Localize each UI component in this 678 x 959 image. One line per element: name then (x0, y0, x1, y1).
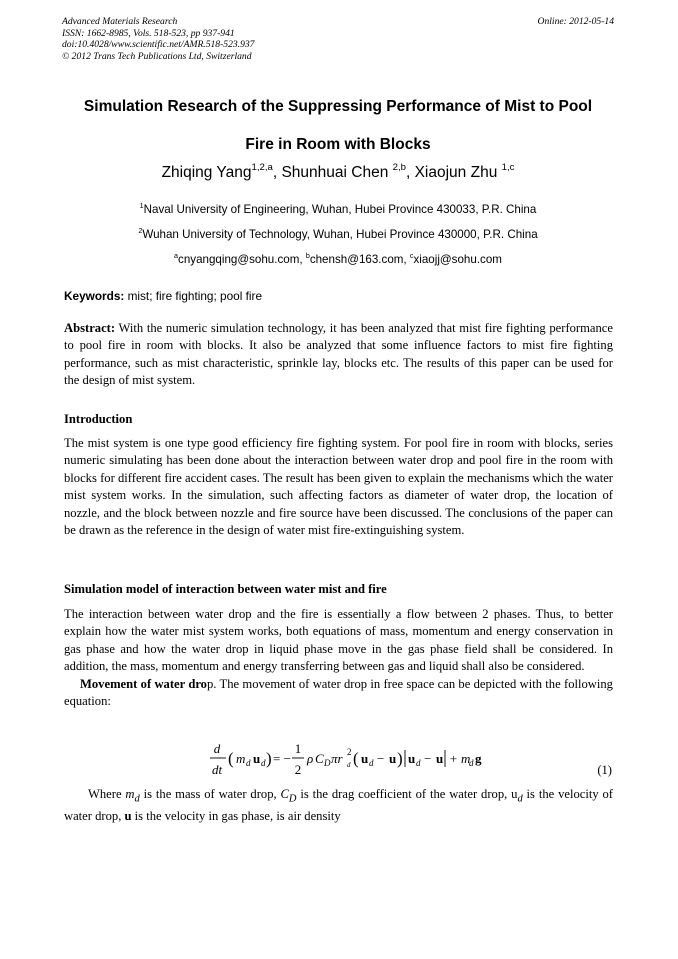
eq-r-sup: 2 (347, 747, 352, 757)
equation-number: (1) (597, 763, 612, 777)
abstract-label: Abstract: (64, 321, 116, 335)
where-paragraph (64, 786, 613, 825)
simulation-heading: Simulation model of interaction between water mist and fire (64, 582, 387, 596)
eq-pi-r: πr (331, 751, 343, 766)
eq-md-sub: d (469, 758, 474, 768)
movement-label: Movement of water dro (80, 676, 207, 691)
email-sup: a (174, 250, 179, 260)
journal-header (62, 16, 254, 62)
copyright-line: © 2012 Trans Tech Publications Ltd, Switzerland (62, 50, 252, 62)
eq-ud: u (361, 751, 369, 766)
eq-ud2: u (408, 751, 416, 766)
email-sup: c (409, 250, 414, 260)
paper-title (62, 88, 614, 164)
eq-minus: − (377, 751, 385, 766)
eq-ud2-sub: d (416, 758, 421, 768)
var-m: m (125, 787, 135, 801)
affiliation-sup: 2 (138, 225, 143, 235)
affiliation-text: Naval University of Engineering, Wuhan, Hubei Province 430033, P.R. China (143, 203, 537, 216)
equation-1 (200, 738, 500, 784)
author-sup: 1,c (501, 162, 515, 174)
email-line (62, 250, 614, 266)
eq-two: 2 (294, 762, 302, 777)
author-list (62, 164, 614, 182)
eq-one: 1 (294, 741, 302, 756)
author-sep: , (405, 164, 415, 181)
email-link[interactable]: chensh@163.com, (309, 253, 410, 266)
affiliation-sup: 1 (139, 200, 144, 210)
abstract-text: With the numeric simulation technology, it has been analyzed that mist fire fighting performance to pool fire in room with blocks. It also be analyzed that some influence factors to mist fire fighting performance, such as mist characteristic, sprinkle lay, blocks etc. The results of this paper can be used for the design of mist system. (64, 321, 613, 388)
email-link[interactable]: xiaojj@sohu.com (413, 253, 502, 266)
simulation-text (64, 606, 613, 710)
var-c-sub: D (288, 793, 297, 805)
eq-d: d (213, 741, 221, 756)
where-text: is the velocity of water drop, (64, 787, 613, 823)
doi-line[interactable]: doi:10.4028/www.scientific.net/AMR.518-523.937 (62, 39, 255, 50)
keywords (64, 289, 262, 303)
eq-paren: ) (266, 749, 272, 768)
where-text: is the mass of water drop, (139, 787, 281, 801)
eq-paren: ) (397, 749, 403, 768)
eq-ud-sub: d (369, 758, 374, 768)
author-name: Xiaojun Zhu (414, 164, 502, 181)
simulation-paragraph: The interaction between water drop and the fire is essentially a flow between 2 phases. Thus, to better explain how the water mist system works, both equations of mass, momentum and energy conservation in gas phase and how the water drop in liquid phase move in the gas phase field shall be considered. In addition, the mass, momentum and energy transferring between gas and liquid shall also be considered. (64, 607, 613, 674)
affiliation-2 (62, 225, 614, 241)
eq-paren: ( (353, 749, 359, 768)
affiliation-1 (62, 200, 614, 216)
eq-minus2: − (424, 751, 432, 766)
eq-cd-sub: D (324, 758, 331, 768)
eq-rho: ρ (307, 751, 314, 766)
keywords-text: mist; fire fighting; pool fire (124, 289, 262, 303)
eq-plus-m: + m (449, 751, 471, 766)
abstract (64, 320, 613, 390)
online-date: Online: 2012-05-14 (537, 16, 614, 27)
eq-u2: u (389, 751, 397, 766)
keywords-label: Keywords: (64, 289, 125, 303)
author-name: Shunhuai Chen (281, 164, 393, 181)
email-link[interactable]: cnyangqing@sohu.com, (178, 253, 306, 266)
journal-name: Advanced Materials Research (62, 16, 178, 27)
author-sep: , (272, 164, 282, 181)
eq-u3: u (436, 751, 444, 766)
where-text: Where (88, 787, 126, 801)
var-m-sub: d (134, 793, 140, 805)
email-sup: b (305, 250, 310, 260)
eq-equals: = − (273, 751, 291, 766)
eq-m: m (236, 751, 246, 766)
eq-r-sub: d (347, 761, 351, 769)
introduction-heading: Introduction (64, 412, 133, 426)
equation-graphic (200, 738, 500, 784)
eq-m-sub: d (246, 758, 251, 768)
where-text: is the drag coefficient of the water drop, u (296, 787, 518, 801)
eq-u: u (253, 751, 261, 766)
issn-line: ISSN: 1662-8985, Vols. 518-523, pp 937-941 (62, 27, 235, 39)
where-text: is the velocity in gas phase, is air density (131, 808, 341, 823)
author-name: Zhiqing Yang (161, 164, 252, 181)
eq-cd: C (315, 751, 324, 766)
author-sup: 2,b (392, 162, 406, 174)
var-c: C (280, 787, 289, 801)
author-sup: 1,2,a (251, 162, 273, 174)
var-u: u (124, 808, 132, 823)
affiliation-text: Wuhan University of Technology, Wuhan, Hubei Province 430000, P.R. China (142, 228, 538, 241)
title-line-2: Fire in Room with Blocks (245, 136, 431, 153)
eq-g: g (475, 751, 482, 766)
eq-paren: ( (228, 749, 234, 768)
eq-dt: dt (211, 762, 223, 777)
movement-text: p. The movement of water drop in free space can be depicted with the following equation: (64, 676, 613, 709)
introduction-text: The mist system is one type good efficiency fire fighting system. For pool fire in room with blocks, series numeric simulating has been done about the interaction between water drop and pool fire in the room with blocks for different fire accident cases. The result has been given to explain the mechanisms which the water mist system works. In the simulation, such affecting factors as diameter of water drop, the location of nozzle, and the block between nozzle and fire source have been discussed. The conclusions of the paper can be drawn as the reference in the design of water mist fire-extinguishing system. (64, 436, 613, 538)
title-line-1: Simulation Research of the Suppressing Performance of Mist to Pool (83, 98, 593, 115)
var-u-sub: d (517, 793, 523, 805)
eq-u-sub: d (261, 758, 266, 768)
